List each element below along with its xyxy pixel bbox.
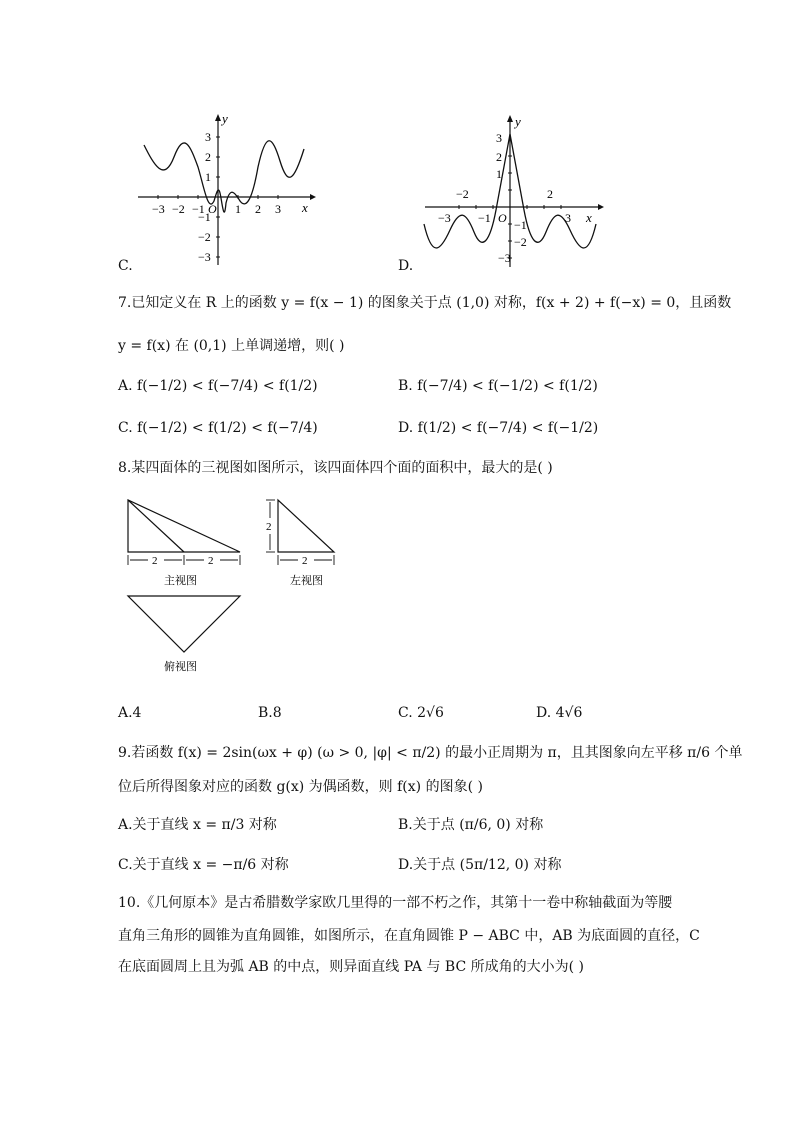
graph-c-xtick: 1 xyxy=(235,202,241,216)
graph-c xyxy=(118,105,318,275)
graph-d-y-label: y xyxy=(515,114,521,129)
q10-stem-line2: 直角三角形的圆锥为直角圆锥，如图所示，在直角圆锥 P − ABC 中，AB 为底面圆的直径，C xyxy=(118,928,700,944)
front-dim-right: 2 xyxy=(208,555,214,567)
graph-c-x-arrow xyxy=(310,194,316,200)
q7-option-d: D. f(1/2) < f(−7/4) < f(−1/2) xyxy=(398,420,599,436)
q8-option-c: C. 2√6 xyxy=(398,705,444,721)
side-dim-height: 2 xyxy=(266,521,272,533)
top-view-triangle xyxy=(128,596,240,652)
graph-d-ytick: −1 xyxy=(514,218,527,232)
graph-d-svg xyxy=(410,112,610,272)
graph-c-ytick: −1 xyxy=(198,210,211,224)
graph-d-xtick: −3 xyxy=(438,211,451,225)
front-view-label: 主视图 xyxy=(164,575,197,587)
graph-d-ytick: −2 xyxy=(514,235,527,249)
graph-c-ytick: −2 xyxy=(198,230,211,244)
graph-d-y-arrow xyxy=(507,115,513,122)
graph-c-xtick: −1 xyxy=(192,202,205,216)
graph-c-origin: O xyxy=(208,202,217,216)
option-c-label: C. xyxy=(118,258,133,274)
side-view-triangle xyxy=(278,500,334,552)
graph-c-y-arrow xyxy=(215,114,221,121)
q8-option-a: A.4 xyxy=(118,705,142,721)
front-view-inner-edge xyxy=(128,500,184,552)
q8-option-d: D. 4√6 xyxy=(536,705,583,721)
graph-d-xtick: −1 xyxy=(478,211,491,225)
front-view-svg xyxy=(120,492,250,592)
graph-d xyxy=(410,112,610,272)
top-view-label: 俯视图 xyxy=(164,661,197,673)
graph-d-ytick: −3 xyxy=(498,251,511,265)
side-view-svg xyxy=(262,492,352,592)
graph-c-x-label: x xyxy=(302,200,308,215)
q7-stem-line1: 7.已知定义在 R 上的函数 y = f(x − 1) 的图象关于点 (1,0) 对称，f(x + 2) + f(−x) = 0，且函数 xyxy=(118,295,732,311)
graph-d-x-label: x xyxy=(586,210,592,225)
graph-d-x-arrow xyxy=(598,204,604,210)
graph-d-xtick: 3 xyxy=(565,211,571,225)
front-view-triangle xyxy=(128,500,240,552)
graph-d-ytick: 2 xyxy=(496,150,502,164)
graph-c-ytick: 2 xyxy=(205,150,211,164)
graph-c-xtick: 3 xyxy=(275,202,281,216)
q7-option-b: B. f(−7/4) < f(−1/2) < f(1/2) xyxy=(398,378,598,394)
graph-c-ytick: −3 xyxy=(198,250,211,264)
q9-option-d: D.关于点 (5π/12, 0) 对称 xyxy=(398,857,562,873)
front-view xyxy=(120,492,250,592)
graph-d-xtick-top: −2 xyxy=(456,187,469,201)
front-dim-left: 2 xyxy=(152,555,158,567)
top-view xyxy=(120,590,250,675)
q9-stem-line1: 9.若函数 f(x) = 2sin(ωx + φ) (ω > 0, |φ| < π/2) 的最小正周期为 π，且其图象向左平移 π/6 个单 xyxy=(118,745,743,761)
graph-c-svg xyxy=(118,105,318,275)
top-view-svg xyxy=(120,590,250,675)
side-dim-width: 2 xyxy=(302,555,308,567)
graph-d-ytick: 3 xyxy=(496,131,502,145)
q8-option-b: B.8 xyxy=(258,705,282,721)
graph-c-y-label: y xyxy=(222,111,228,126)
graph-c-xtick: 2 xyxy=(255,202,261,216)
q9-option-a: A.关于直线 x = π/3 对称 xyxy=(118,817,277,833)
q7-option-a: A. f(−1/2) < f(−7/4) < f(1/2) xyxy=(118,378,318,394)
q10-stem-line3: 在底面圆周上且为弧 AB 的中点，则异面直线 PA 与 BC 所成角的大小为( ) xyxy=(118,959,584,975)
q7-stem-line2: y = f(x) 在 (0,1) 上单调递增，则( ) xyxy=(118,338,345,354)
q8-stem: 8.某四面体的三视图如图所示，该四面体四个面的面积中，最大的是( ) xyxy=(118,460,553,476)
graph-c-xtick: −2 xyxy=(172,202,185,216)
q7-option-c: C. f(−1/2) < f(1/2) < f(−7/4) xyxy=(118,420,318,436)
graph-c-ytick: 3 xyxy=(205,130,211,144)
graph-d-origin: O xyxy=(498,211,507,225)
q9-option-b: B.关于点 (π/6, 0) 对称 xyxy=(398,817,544,833)
graph-c-xtick: −3 xyxy=(152,202,165,216)
side-view xyxy=(262,492,352,592)
graph-d-xtick-top: 2 xyxy=(547,187,553,201)
option-d-label: D. xyxy=(398,258,414,274)
graph-d-ytick: 1 xyxy=(496,167,502,181)
side-view-label: 左视图 xyxy=(290,575,323,587)
q9-stem-line2: 位后所得图象对应的函数 g(x) 为偶函数，则 f(x) 的图象( ) xyxy=(118,779,483,795)
q10-stem-line1: 10.《几何原本》是古希腊数学家欧几里得的一部不朽之作，其第十一卷中称轴截面为等腰 xyxy=(118,895,673,911)
q9-option-c: C.关于直线 x = −π/6 对称 xyxy=(118,857,289,873)
graph-c-ytick: 1 xyxy=(205,170,211,184)
